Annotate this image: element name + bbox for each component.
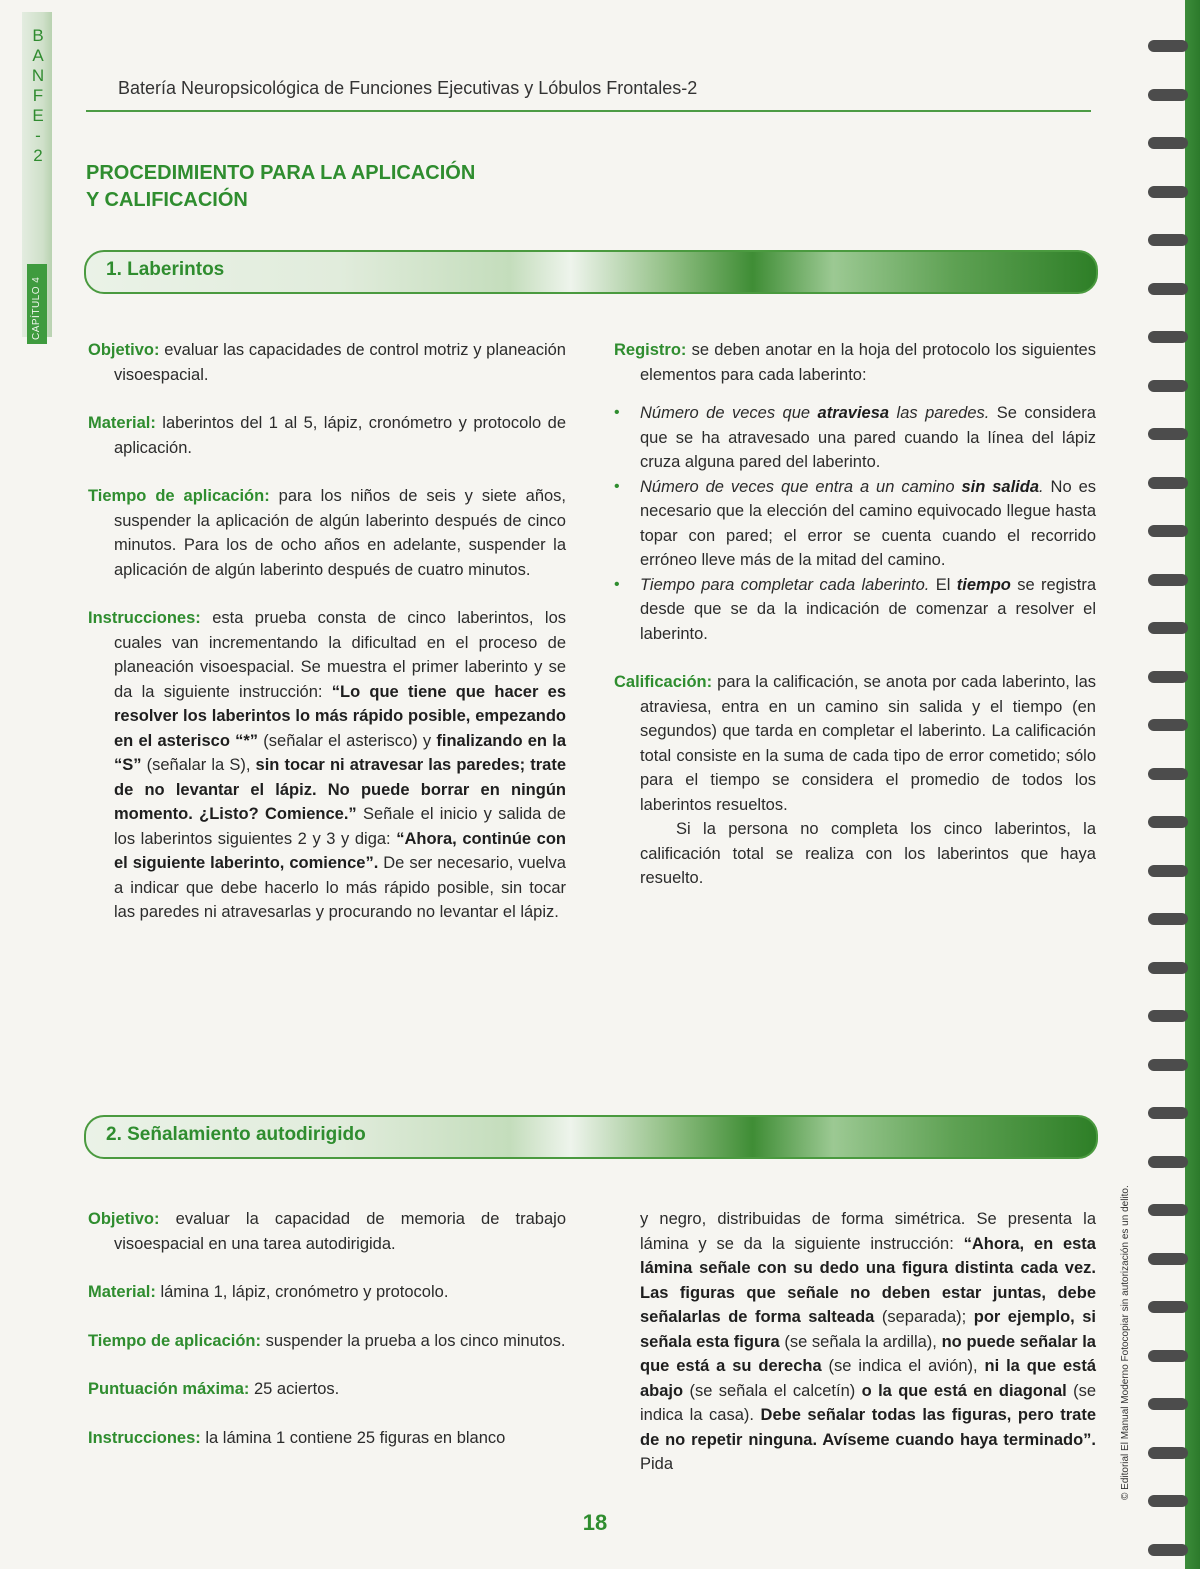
side-letter: - <box>35 126 41 145</box>
tiempo-text: para los niños de seis y siete años, suspender la aplicación de algún laberinto después de cinco minutos. Para los de ocho años en adelante, suspender la aplicación de algún laberinto después de cuatro minutos. <box>114 487 567 579</box>
instr-text: (señalar la S), <box>141 756 256 774</box>
instr-quote: “Lo que tiene que hacer es resolver los laberintos lo más rápido posible, empezando en el asterisco “*” <box>114 682 567 750</box>
instr-quote: no puede señalar la que está a su derecha <box>640 1332 1096 1375</box>
material-label: Material: <box>88 1283 156 1301</box>
calificacion-paragraph <box>614 670 1096 817</box>
binding-coil <box>1148 1059 1188 1071</box>
registro-text: se deben anotar en la hoja del protocolo los siguientes elementos para cada laberinto: <box>640 341 1096 384</box>
puntuacion-text: 25 aciertos. <box>249 1380 340 1398</box>
instr-text: (se señala el calcetín) <box>683 1381 862 1400</box>
side-letter: F <box>32 86 44 105</box>
instr-text: la lámina 1 contiene 25 figuras en blanco <box>200 1428 506 1447</box>
bullet-text: Se considera que se ha atravesado una pared cuando la línea del lápiz cruza alguna pared del laberinto. <box>640 404 1096 471</box>
instr-quote: “Ahora, continúe con el siguiente laberinto, comience”. <box>114 829 566 872</box>
bullet-text: . <box>1039 477 1044 496</box>
instr-quote: finalizando en la “S” <box>114 731 566 774</box>
binding-coil <box>1148 1398 1188 1410</box>
instr-quote: ni la que está abajo <box>640 1357 1096 1400</box>
binding-coil <box>1148 1350 1188 1362</box>
bullet-emphasis: tiempo <box>956 575 1011 594</box>
chapter-tab <box>27 264 47 344</box>
binding-spine <box>1185 0 1200 1569</box>
section-banner-1 <box>84 250 1098 294</box>
instr-text: Pida <box>640 1455 674 1473</box>
instr-text: (se indica la casa). <box>640 1381 1096 1424</box>
calificacion-paragraph-2: Si la persona no completa los cinco laberintos, la calificación total se realiza con los laberintos que haya resuelto. <box>640 820 1096 887</box>
binding-coil <box>1148 768 1188 780</box>
binding-coil <box>1148 428 1188 440</box>
instrucciones-label: Instrucciones: <box>88 1428 201 1447</box>
binding-coil <box>1148 331 1188 343</box>
material-label: Material: <box>88 414 156 432</box>
binding-coil <box>1148 962 1188 974</box>
instr-text: esta prueba consta de cinco laberintos, los cuales van incrementando la dificultad en el proceso de planeación visoespacial. Se muestra el primer laberinto y se da la siguiente instrucción: <box>114 609 566 701</box>
binding-coil <box>1148 137 1188 149</box>
binding-coil <box>1148 40 1188 52</box>
instrucciones-continuation <box>640 1207 1096 1477</box>
binding-coil <box>1148 1301 1188 1313</box>
page-title: PROCEDIMIENTO PARA LA APLICACIÓN Y CALIFICACIÓN <box>86 162 476 211</box>
binding-coil <box>1148 622 1188 634</box>
bullet-text: El <box>929 575 957 594</box>
objetivo-paragraph <box>88 338 566 387</box>
binding-coil <box>1148 186 1188 198</box>
binding-coil <box>1148 719 1188 731</box>
instr-quote: “Ahora, en esta lámina señale con su dedo una figura distinta cada vez. Las figuras que señale no deben estar juntas, debe señalarlas de forma salteada <box>640 1234 1096 1326</box>
side-tab-letters <box>28 26 48 166</box>
puntuacion-label: Puntuación máxima: <box>88 1380 250 1398</box>
side-letter: E <box>32 106 44 125</box>
instr-text: (se señala la ardilla), <box>779 1332 942 1351</box>
material-text: lámina 1, lápiz, cronómetro y protocolo. <box>155 1283 449 1301</box>
binding-coil <box>1148 1204 1188 1216</box>
bullet-text: No es necesario que la elección del camino equivocado llegue hasta topar con pared; el error se cuenta cuando el recorrido erróneo lleve más de la mitad del camino. <box>640 477 1097 569</box>
side-letter: B <box>32 26 44 45</box>
binding-coil <box>1148 525 1188 537</box>
binding-coil <box>1148 1107 1188 1119</box>
bullet-text: las paredes. <box>889 404 990 422</box>
chapter-label: CAPÍTULO 4 <box>31 276 42 340</box>
instrucciones-paragraph <box>88 606 566 925</box>
binding-coil <box>1148 89 1188 101</box>
side-letter: 2 <box>33 146 43 165</box>
bullet-emphasis: atraviesa <box>817 404 890 422</box>
instr-text: (se indica el avión), <box>821 1357 985 1375</box>
binding-coil <box>1148 671 1188 683</box>
binding-coil <box>1148 1447 1188 1459</box>
material-text: laberintos del 1 al 5, lápiz, cronómetro y protocolo de aplicación. <box>114 414 566 457</box>
binding-coil <box>1148 574 1188 586</box>
side-letter: N <box>31 66 45 85</box>
material-paragraph <box>88 1280 566 1305</box>
list-item <box>636 401 1096 475</box>
instr-quote: o la que está en diagonal <box>861 1381 1067 1400</box>
instr-text: (separada); <box>874 1308 974 1326</box>
objetivo-text: evaluar las capacidades de control motriz y planeación visoespacial. <box>114 341 566 384</box>
side-letter: A <box>32 46 44 65</box>
instr-quote: Debe señalar todas las figuras, pero trate de no repetir ninguna. Avíseme cuando haya terminado”. <box>640 1406 1097 1449</box>
tiempo-text: suspender la prueba a los cinco minutos. <box>260 1331 566 1350</box>
list-item <box>636 573 1096 647</box>
binding-coil <box>1148 913 1188 925</box>
binding-coil <box>1148 380 1188 392</box>
registro-list <box>636 401 1096 646</box>
binding-coil <box>1148 1544 1188 1556</box>
instr-text: y negro, distribuidas de forma simétrica. Se presenta la lámina y se da la siguiente instrucción: <box>640 1210 1096 1253</box>
binding-coil <box>1148 1010 1188 1022</box>
instrucciones-label: Instrucciones: <box>88 609 201 627</box>
section2-right-column <box>640 1207 1096 1501</box>
binding-coil <box>1148 1156 1188 1168</box>
calificacion-label: Calificación: <box>614 673 713 691</box>
binding-coil <box>1148 283 1188 295</box>
tiempo-paragraph <box>88 484 566 582</box>
instr-text: De ser necesario, vuelva a indicar que debe hacerlo lo más rápido posible, sin tocar las paredes ni atravesarlas y procurando no levantar el lápiz. <box>114 854 566 921</box>
calificacion-text: para la calificación, se anota por cada laberinto, las atraviesa, entra en un camino sin salida y el tiempo (en segundos) que tarda en completar el laberinto. La calificación total consiste en la suma de cada tipo de error cometido; sólo para el tiempo se considera el promedio de todos los laberintos resueltos. <box>640 673 1096 814</box>
tiempo-label: Tiempo de aplicación: <box>88 1331 261 1350</box>
binding-coil <box>1148 865 1188 877</box>
material-paragraph <box>88 411 566 460</box>
section-banner-2 <box>84 1115 1098 1159</box>
running-header: Batería Neuropsicológica de Funciones Ejecutivas y Lóbulos Frontales-2 <box>118 78 698 98</box>
copyright-notice: © Editorial El Manual Moderno Fotocopiar sin autorización es un delito. <box>1120 1185 1131 1500</box>
puntuacion-paragraph <box>88 1377 566 1402</box>
section1-left-column <box>88 338 566 949</box>
binding-coil <box>1148 1253 1188 1265</box>
bullet-text: se registra desde que se da la indicación de comenzar a resolver el laberinto. <box>640 575 1096 643</box>
section1-right-column <box>614 338 1096 915</box>
binding-coil <box>1148 477 1188 489</box>
instr-text: (señalar el asterisco) y <box>258 731 437 750</box>
tiempo-paragraph <box>88 1329 566 1354</box>
binding-coil <box>1148 234 1188 246</box>
section-heading-1: 1. Laberintos <box>106 259 225 280</box>
bullet-text: Número de veces que <box>640 404 818 422</box>
bullet-emphasis: sin salida <box>961 477 1040 496</box>
instrucciones-paragraph <box>88 1426 566 1451</box>
objetivo-label: Objetivo: <box>88 1210 160 1228</box>
list-item <box>636 475 1096 573</box>
page-number: 18 <box>582 1510 608 1535</box>
instr-quote: sin tocar ni atravesar las paredes; trate de no levantar el lápiz. No puede borrar en ningún momento. ¿Listo? Comience.” <box>114 756 567 823</box>
objetivo-text: evaluar la capacidad de memoria de trabajo visoespacial en una tarea autodirigida. <box>114 1210 566 1253</box>
objetivo-paragraph <box>88 1207 566 1256</box>
binding-coil <box>1148 816 1188 828</box>
bullet-text: Número de veces que entra a un camino <box>640 477 962 496</box>
binding-coil <box>1148 1495 1188 1507</box>
side-tab <box>22 12 52 340</box>
header-rule <box>86 110 1091 112</box>
section2-left-column <box>88 1207 566 1474</box>
instr-quote: por ejemplo, si señala esta figura <box>640 1308 1096 1351</box>
instr-text: Señale el inicio y salida de los laberintos siguientes 2 y 3 y diga: <box>114 805 566 848</box>
bullet-text: Tiempo para completar cada laberinto. <box>640 575 930 594</box>
objetivo-label: Objetivo: <box>88 341 160 359</box>
registro-paragraph <box>614 338 1096 387</box>
registro-label: Registro: <box>614 341 687 359</box>
tiempo-label: Tiempo de aplicación: <box>88 487 270 505</box>
section-heading-2: 2. Señalamiento autodirigido <box>106 1124 366 1145</box>
